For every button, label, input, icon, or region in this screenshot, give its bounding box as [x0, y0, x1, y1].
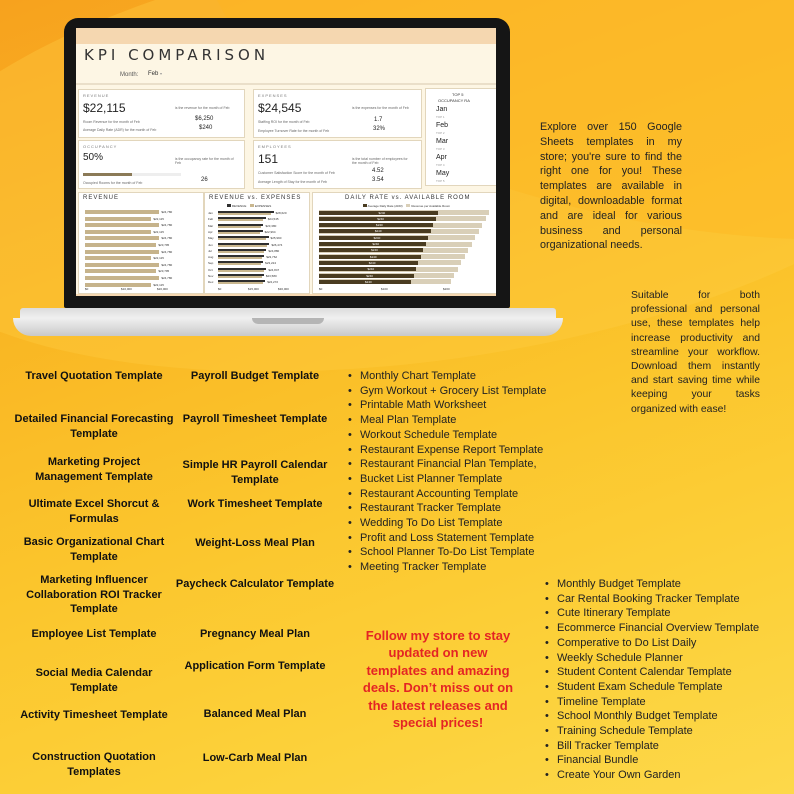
list-item: • Student Content Calendar Template: [545, 665, 759, 680]
axis-tick: $100: [381, 287, 388, 291]
list-item: • Monthly Chart Template: [348, 369, 546, 384]
card-row-value: 3.54: [372, 177, 384, 183]
card-row-label: Average Length of Stay for the month of Feb: [258, 180, 328, 184]
revenue-bar-label: $24,780: [161, 262, 173, 267]
axis-tick: $0: [85, 287, 89, 291]
list-item: • Car Rental Booking Tracker Template: [545, 592, 759, 607]
card-row-label: Occupied Rooms for the month of Feb: [83, 181, 143, 185]
template-title: Application Form Template: [184, 660, 326, 672]
card-desc: is the total number of employees for the month of Feb: [352, 157, 408, 165]
template-title: Simple HR Payroll Calendar Template: [182, 459, 328, 486]
month-label: Apr: [208, 229, 213, 234]
revenue-bar: [85, 223, 159, 227]
template-title: Balanced Meal Plan: [203, 708, 307, 720]
chevron-down-icon: ▾: [160, 71, 163, 76]
card-row-value: $240: [199, 125, 213, 131]
list-item: • Cute Itinerary Template: [545, 606, 759, 621]
card-label: EMPLOYEES: [258, 144, 292, 149]
bar-value-label: $25,990: [270, 236, 282, 241]
panel-title: DAILY RATE vs. AVAILABLE ROOM: [345, 195, 471, 201]
bar-value-label: $240: [377, 216, 384, 221]
card-value: 151: [258, 152, 279, 166]
legend: [363, 204, 450, 208]
template-title: Low-Carb Meal Plan: [202, 752, 308, 764]
list-item: • Restaurant Financial Plan Template,: [348, 457, 546, 472]
top5-month: Mar: [436, 138, 449, 145]
card-label: OCCUPANCY: [83, 144, 118, 149]
card-row-label: Average Daily Rate (ADR) for the month of Feb: [83, 128, 157, 132]
month-label: Jan: [208, 211, 213, 215]
occupancy-progress: [83, 173, 181, 176]
legend-revpar: Revenue per Available Room: [411, 204, 451, 208]
expense-bar: [218, 251, 264, 253]
promo-text-1: Explore over 150 Google Sheets templates in my store; you're sure to find the right one for you! These templates are available in digital, downloadable format and are ideal for various business and personal organizational needs.: [540, 121, 682, 252]
list-item: • Gym Workout + Grocery List Template: [348, 384, 546, 399]
card-label: REVENUE: [83, 93, 110, 98]
month-value: Feb: [148, 71, 159, 77]
occupancy-card: [78, 140, 245, 189]
bar-value-label: $240: [376, 223, 383, 228]
bar-value-label: $23,580: [265, 274, 277, 278]
promo-text-2: Suitable for both professional and personal use, these templates help increase productivity and streamline your workflow. Download them instantly and start saving time while keeping your tasks organized with ease!: [631, 290, 760, 415]
month-label: Nov: [208, 274, 214, 278]
template-title: Paycheck Calculator Template: [175, 578, 335, 590]
follow-text: Follow my store to stay updated on new templates and amazing deals. Don’t miss out on the latest releases and special prices!: [362, 628, 514, 731]
template-title: Employee List Template: [31, 628, 157, 640]
revenue-vs-expenses-panel: [204, 192, 310, 294]
list-item: • Meeting Tracker Template: [348, 560, 546, 575]
template-title: Marketing Influencer Collaboration ROI Tracker Template: [26, 574, 162, 616]
revenue-bar: [85, 243, 156, 247]
dashboard-bottom-strip: [76, 294, 496, 296]
card-row-value: 32%: [373, 126, 386, 132]
top5-rank: TOP 4: [436, 163, 445, 167]
axis-tick: $15,000: [248, 287, 259, 291]
axis-tick: $20,000: [157, 287, 168, 291]
top5-month: Apr: [436, 154, 447, 161]
list-item: • Training Schedule Template: [545, 724, 759, 739]
list-item: • Wedding To Do List Template: [348, 516, 546, 531]
bar-value-label: $240: [365, 279, 372, 284]
list-item: • Profit and Loss Statement Template: [348, 531, 546, 546]
card-value: $22,115: [83, 101, 126, 115]
month-label: Oct: [208, 267, 213, 272]
revenue-bar-label: $23,795: [158, 269, 170, 274]
list-item: • Monthly Budget Template: [545, 577, 759, 592]
expense-bar: [218, 270, 264, 272]
card-row-value: 4.52: [372, 168, 384, 174]
legend-swatch: [406, 204, 410, 207]
template-title: Ultimate Excel Shorcut & Formulas: [28, 498, 160, 525]
template-title: Detailed Financial Forecasting Template: [14, 413, 174, 440]
month-label: Month:: [120, 72, 139, 78]
revenue-bar-label: $23,795: [158, 243, 170, 247]
legend-revenue: REVENUE: [231, 204, 247, 208]
bar-value-label: $240: [371, 248, 378, 253]
month-label: Sep: [208, 261, 214, 266]
expense-bar: [218, 219, 263, 221]
axis-tick: $200: [443, 287, 450, 291]
template-title: Social Media Calendar Template: [35, 667, 153, 694]
revenue-bar-label: $24,780: [161, 249, 173, 254]
top5-rank: TOP 2: [436, 131, 445, 135]
card-row-value: 1.7: [374, 117, 383, 123]
list-item: • Weekly Schedule Planner: [545, 651, 759, 666]
revenue-bar-label: $22,115: [153, 282, 164, 287]
bar-value-label: $28,620: [275, 211, 287, 215]
revenue-card: [78, 89, 245, 138]
top5-rank: TOP 1: [436, 115, 445, 119]
axis-tick: $30,000: [278, 287, 289, 291]
template-title: Marketing Project Management Template: [35, 456, 153, 483]
revenue-bar: [85, 210, 159, 214]
legend-swatch: [250, 204, 254, 207]
card-desc: is the expenses for the month of Feb: [352, 106, 409, 110]
list-item: • Meal Plan Template: [348, 413, 546, 428]
template-bullet-list-1: [348, 369, 546, 575]
bar-value-label: $24,847: [268, 267, 280, 272]
card-row-value: 26: [201, 177, 208, 183]
month-label: Mar: [208, 223, 214, 228]
top5-month: Jan: [436, 106, 448, 113]
revenue-bar-label: $22,115: [153, 216, 164, 221]
list-item: • Restaurant Accounting Template: [348, 487, 546, 502]
card-row-label: Room Revenue for the month of Feb: [83, 120, 140, 124]
bar-value-label: $240: [374, 229, 382, 234]
top5-rank: TOP 3: [436, 147, 445, 151]
legend-expenses: EXPENSES: [255, 204, 272, 208]
revenue-bar-label: $24,780: [161, 236, 173, 241]
expense-bar: [218, 226, 261, 228]
template-title: Weight-Loss Meal Plan: [195, 537, 315, 549]
bar-value-label: $22,964: [264, 229, 276, 234]
revenue-bar-label: $22,115: [153, 229, 164, 234]
revenue-bar: [85, 269, 156, 273]
card-label: EXPENSES: [258, 93, 288, 98]
list-item: • Bucket List Planner Template: [348, 472, 546, 487]
top5-subtitle: OCCUPANCY RA: [438, 98, 470, 103]
list-item: • Student Exam Schedule Template: [545, 680, 759, 695]
bar-value-label: $26,474: [271, 242, 283, 247]
revenue-bar-label: $24,780: [161, 223, 173, 228]
expense-bar: [218, 257, 262, 259]
expenses-card: [253, 89, 422, 138]
bar-value-label: $23,380: [265, 223, 277, 228]
bar-value-label: $240: [369, 254, 377, 259]
template-title: Payroll Budget Template: [190, 370, 320, 382]
bar-value-label: $240: [367, 267, 375, 272]
legend-swatch: [227, 204, 231, 207]
list-item: • School Monthly Budget Template: [545, 709, 759, 724]
revenue-bar-label: $22,115: [153, 256, 164, 261]
month-select[interactable]: [148, 71, 162, 77]
month-label: Feb: [208, 217, 214, 222]
axis-tick: $0: [319, 287, 323, 291]
expense-bar: [218, 238, 266, 240]
dashboard-top-strip: [76, 28, 496, 44]
template-bullet-list-2: [545, 577, 759, 783]
expense-bar: [218, 276, 262, 278]
revenue-bar-label: $24,780: [161, 276, 173, 280]
occupancy-progress-fill: [83, 173, 132, 176]
list-item: • School Planner To-Do List Template: [348, 545, 546, 560]
bar-value-label: $24,545: [267, 217, 279, 222]
card-row-label: Employee Turnover Rate for the month of Feb: [258, 129, 330, 133]
bar-value-label: $240: [366, 273, 373, 278]
list-item: • Create Your Own Garden: [545, 768, 759, 783]
list-item: • Restaurant Expense Report Template: [348, 443, 546, 458]
list-item: • Workout Schedule Template: [348, 428, 546, 443]
list-item: • Bill Tracker Template: [545, 739, 759, 754]
axis-tick: $0: [218, 287, 222, 291]
expense-bar: [218, 213, 271, 215]
template-title: Pregnancy Meal Plan: [199, 628, 311, 640]
laptop-screen: [76, 28, 496, 296]
month-label: Dec: [208, 280, 214, 285]
template-title: Basic Organizational Chart Template: [23, 536, 165, 563]
month-label: Aug: [208, 255, 214, 260]
revenue-panel: [78, 192, 204, 294]
template-title: Payroll Timesheet Template: [182, 413, 328, 425]
expense-bar: [218, 245, 267, 247]
bar-value-label: $240: [378, 210, 386, 215]
card-row-value: $6,250: [195, 116, 214, 122]
card-desc: is the revenue for the month of Feb: [175, 106, 230, 110]
list-item: • Comperative to Do List Daily: [545, 636, 759, 651]
top5-month: Feb: [436, 122, 449, 129]
top5-title: TOP 5: [452, 92, 464, 97]
month-label: May: [208, 236, 214, 241]
expense-bar: [218, 232, 260, 234]
bar-value-label: $23,224: [265, 261, 277, 266]
card-row-label: Staffing ROI for the month of Feb: [258, 120, 310, 124]
bar-value-label: $240: [373, 235, 381, 240]
bar-value-label: $23,762: [266, 255, 278, 260]
card-value: $24,545: [258, 101, 302, 115]
top5-month: May: [436, 170, 450, 177]
card-desc: is the occupancy rate for the month of Feb: [175, 157, 234, 165]
revenue-bar: [85, 217, 151, 221]
daily-rate-panel: [312, 192, 496, 294]
legend: [227, 204, 271, 208]
expense-bar: [218, 282, 263, 284]
revenue-bar: [85, 230, 151, 234]
panel-title: REVENUE vs. EXPENSES: [209, 195, 302, 201]
top5-card: [425, 88, 496, 186]
axis-tick: $10,000: [121, 287, 132, 291]
revenue-bar: [85, 263, 159, 267]
revenue-bar: [85, 256, 151, 260]
month-label: Jun: [208, 242, 213, 247]
template-title: Construction Quotation Templates: [32, 751, 156, 778]
divider: [76, 83, 496, 85]
bar-value-label: $240: [372, 242, 380, 246]
list-item: • Restaurant Tracker Template: [348, 501, 546, 516]
employees-card: [253, 140, 422, 189]
revenue-bar: [85, 283, 151, 287]
template-title: Work Timesheet Template: [187, 498, 323, 510]
legend-adr: Average Daily Rate (ADR): [367, 204, 403, 208]
list-item: • Printable Math Worksheet: [348, 398, 546, 413]
month-label: Jul: [208, 248, 212, 253]
card-row-label: Customer Satisfaction Score for the month of Feb: [258, 171, 335, 175]
panel-title: REVENUE: [83, 195, 120, 201]
laptop-notch: [252, 318, 324, 324]
list-item: • Financial Bundle: [545, 753, 759, 768]
expense-bar: [218, 263, 261, 265]
template-title: Activity Timesheet Template: [20, 709, 168, 721]
list-item: • Ecommerce Financial Overview Template: [545, 621, 759, 636]
top5-rank: TOP 5: [436, 179, 445, 183]
bar-value-label: $240: [368, 260, 376, 265]
template-title: Travel Quotation Template: [25, 370, 163, 382]
dashboard-title: KPI COMPARISON: [84, 46, 270, 64]
revenue-bar: [85, 250, 159, 254]
list-item: • Timeline Template: [545, 695, 759, 710]
legend-swatch: [363, 204, 367, 207]
card-value: 50%: [83, 152, 104, 163]
revenue-bar-label: $24,780: [161, 210, 173, 214]
revenue-bar: [85, 276, 159, 280]
bar-value-label: $24,880: [268, 248, 280, 253]
revenue-bar: [85, 236, 159, 240]
bar-value-label: $24,272: [267, 280, 279, 285]
